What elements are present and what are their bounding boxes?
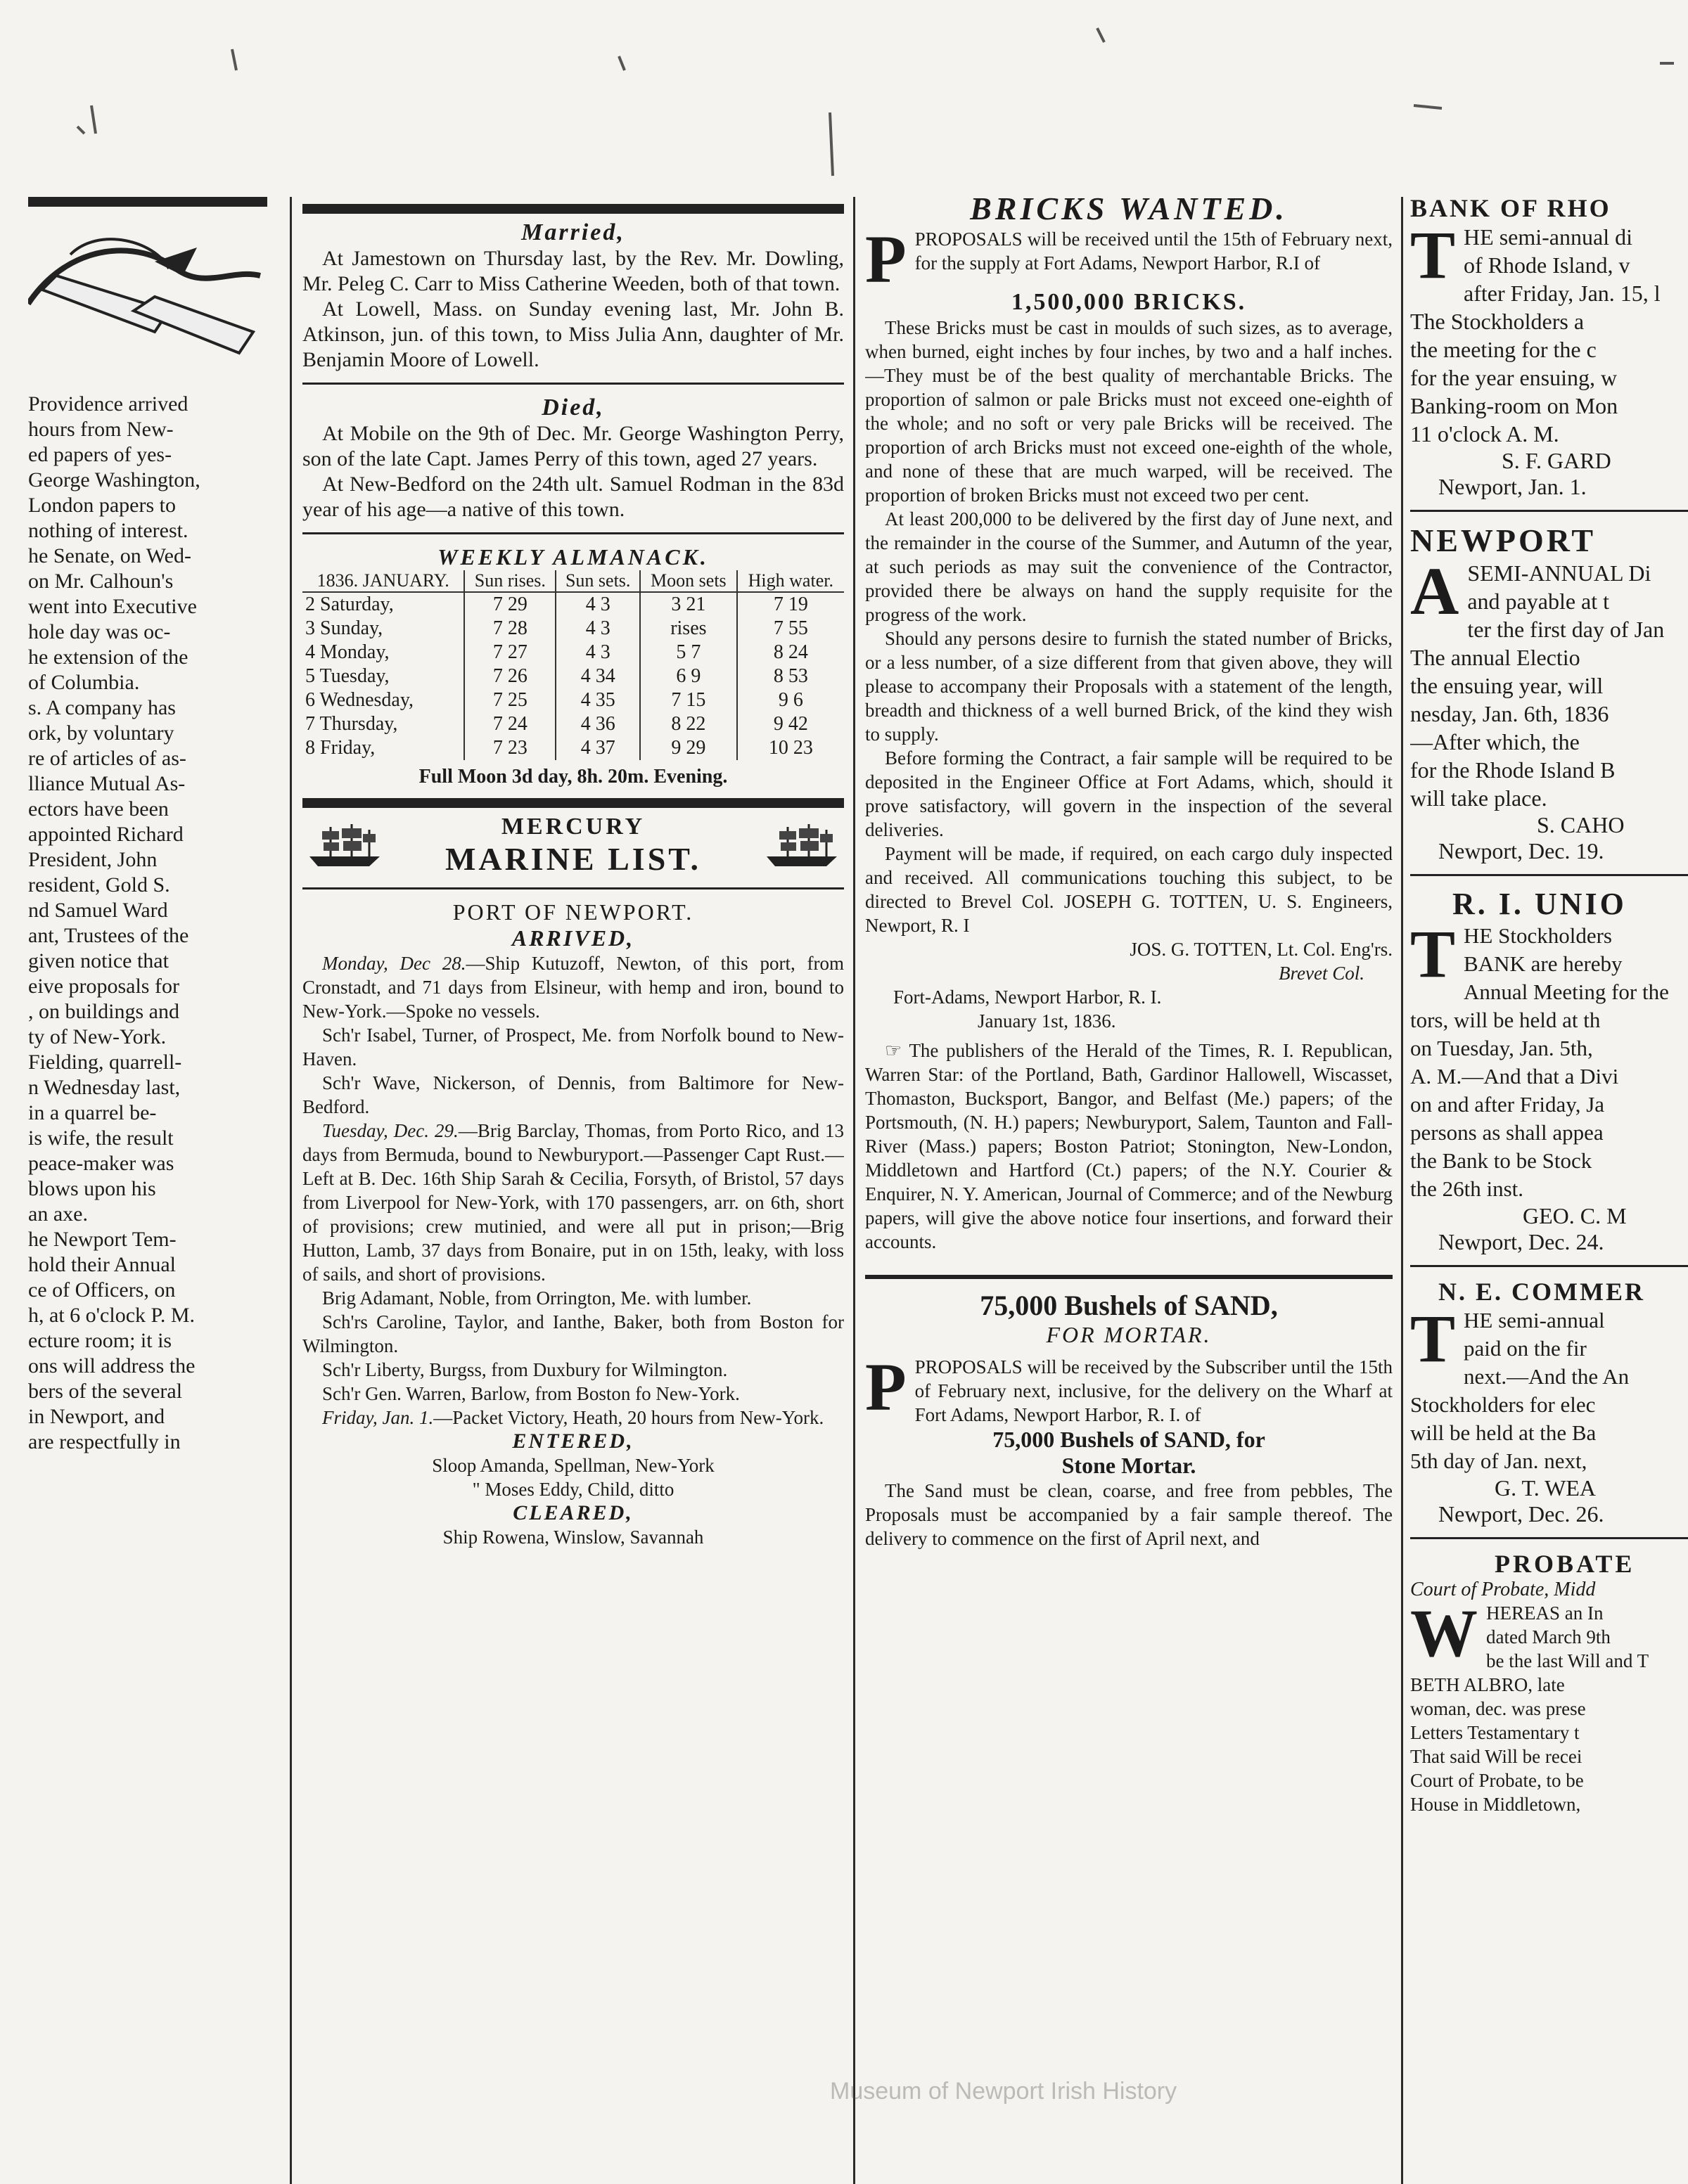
almanack-row bbox=[302, 712, 844, 736]
text-line: , on buildings and bbox=[28, 1000, 179, 1023]
sand-subheading: FOR MORTAR. bbox=[1046, 1322, 1212, 1347]
ri-union-heading: R. I. UNIO bbox=[1452, 887, 1627, 921]
bricks-proposal bbox=[865, 221, 1393, 297]
text-line: ant, Trustees of the bbox=[28, 924, 189, 947]
text-line: the ensuing year, will bbox=[1410, 673, 1604, 698]
publishers-notice-text: The publishers of the Herald of the Times, R. I. Republican, Warren Star: of the Portland, Bath, Gardinor Hallowell, Wiscasset, Thomaston, Bucksport, Bangor, and Belfast (Me.) papers; of the Portsmouth, (N. H.) papers; Newburyport, Salem, Taunton and Fall-River (Mass.) papers; Boston Patriot; Stonington, New-London, Middletown and Hartford (Ct.) papers; of the N.Y. Courier & Enquirer, N. Y. American, Journal of Commerce; and of the Newburg papers, will give the above notice four insertions, and forward their accounts. bbox=[865, 1040, 1393, 1252]
almanack-cell: 10 23 bbox=[737, 736, 844, 760]
almanack-cell: 3 Sunday, bbox=[305, 617, 383, 639]
postscript-banner bbox=[28, 212, 267, 388]
almanack-cell: 8 22 bbox=[640, 712, 737, 736]
text-line: he extension of the bbox=[28, 645, 188, 669]
text-line: the 26th inst. bbox=[1410, 1176, 1524, 1201]
arrival-text: —Ship Kutuzoff, Newton, of this port, from Cronstadt, and 71 days from Elsineur, with hemp and iron, bound to New-York.—Spoke no vessels. bbox=[302, 953, 844, 1022]
column-third bbox=[865, 190, 1393, 2184]
text-line: of Columbia. bbox=[28, 671, 140, 694]
column-second bbox=[302, 204, 844, 2184]
almanack-cell: 5 7 bbox=[640, 641, 737, 664]
marine-title-2: MARINE LIST. bbox=[445, 841, 702, 877]
text-line: for the Rhode Island B bbox=[1410, 757, 1616, 783]
text-line: 11 o'clock A. M. bbox=[1410, 421, 1559, 447]
arrival-text: —Packet Victory, Heath, 20 hours from New-York. bbox=[433, 1407, 824, 1428]
text-line: President, John bbox=[28, 848, 158, 871]
page-top-marks bbox=[0, 0, 1688, 183]
almanack-column-header: Sun rises. bbox=[464, 570, 556, 592]
almanack-cell: 4 34 bbox=[556, 664, 640, 688]
almanack-cell: 7 28 bbox=[464, 617, 556, 641]
text-line: Stockholders for elec bbox=[1410, 1392, 1596, 1417]
arrival-entry bbox=[302, 1119, 844, 1286]
section-divider bbox=[302, 887, 844, 889]
marine-list-header bbox=[302, 814, 844, 878]
almanack-heading: WEEKLY ALMANACK. bbox=[437, 544, 709, 570]
arrival-entry bbox=[302, 951, 844, 1023]
drop-cap: P bbox=[865, 221, 907, 297]
publishers-notice bbox=[865, 1039, 1393, 1254]
almanack-row bbox=[302, 641, 844, 664]
text-line: will take place. bbox=[1410, 785, 1547, 811]
text-line: and payable at t bbox=[1467, 589, 1610, 614]
arrival-text: —Brig Barclay, Thomas, from Porto Rico, and 13 days from Bermuda, bound to Newburyport.—Passenger Capt Rust.—Left at B. Dec. 16th Ship Sarah & Cecilia, Forsyth, of Bristol, 57 days from Liverpool for New-York, with 170 passengers, arr. on 6th, short of provisions; crew mutinied, and were all put in prison;—Brig Hutton, Lamb, 37 days from Bonaire, put in on 15th, leaky, with loss of sails, and short of provisions. bbox=[302, 1120, 844, 1285]
almanack-cell: 7 23 bbox=[464, 736, 556, 760]
text-line: after Friday, Jan. 15, l bbox=[1464, 281, 1661, 306]
text-line: woman, dec. was prese bbox=[1410, 1698, 1586, 1719]
almanack-cell: 4 36 bbox=[556, 712, 640, 736]
marine-title-1: MERCURY bbox=[501, 814, 646, 840]
almanack-cell: 4 3 bbox=[556, 641, 640, 664]
text-line: —After which, the bbox=[1410, 729, 1580, 754]
ne-commercial-notice bbox=[1410, 1301, 1688, 1475]
almanack-cell: 7 29 bbox=[464, 592, 556, 617]
section-divider bbox=[1410, 510, 1688, 512]
ship-icon bbox=[302, 821, 387, 871]
text-line: resident, Gold S. bbox=[28, 873, 170, 897]
text-line: BETH ALBRO, late bbox=[1410, 1674, 1565, 1695]
text-line: George Washington, bbox=[28, 468, 200, 492]
text-line: ecture room; it is bbox=[28, 1329, 172, 1352]
bricks-signature-title: Brevet Col. bbox=[1279, 963, 1364, 984]
text-line: be the last Will and T bbox=[1486, 1650, 1649, 1671]
bank-date: Newport, Jan. 1. bbox=[1438, 474, 1587, 499]
text-line: Banking-room on Mon bbox=[1410, 393, 1618, 418]
text-line: appointed Richard bbox=[28, 823, 184, 846]
text-line: for the year ensuing, w bbox=[1410, 365, 1618, 390]
drop-cap: P bbox=[865, 1349, 907, 1425]
died-heading: Died, bbox=[542, 394, 605, 420]
text-line: an axe. bbox=[28, 1202, 88, 1226]
arrival-date: Tuesday, Dec. 29. bbox=[322, 1120, 459, 1141]
text-line: went into Executive bbox=[28, 595, 197, 618]
text-line: Court of Probate, to be bbox=[1410, 1770, 1584, 1791]
arrival-date: Monday, Dec 28. bbox=[322, 953, 466, 974]
almanack-cell: 9 6 bbox=[737, 688, 844, 712]
text-line: persons as shall appea bbox=[1410, 1120, 1604, 1145]
text-line: dated March 9th bbox=[1486, 1626, 1611, 1647]
ri-union-notice bbox=[1410, 916, 1688, 1203]
arrived-heading: ARRIVED, bbox=[511, 925, 635, 951]
text-line: ty of New-York. bbox=[28, 1025, 167, 1048]
arrival-date: Friday, Jan. 1. bbox=[322, 1407, 434, 1428]
text-line: lliance Mutual As- bbox=[28, 772, 186, 795]
probate-subheading: Court of Probate, Midd bbox=[1410, 1579, 1596, 1600]
cleared-entry: Ship Rowena, Winslow, Savannah bbox=[442, 1527, 704, 1548]
text-line: hold their Annual bbox=[28, 1253, 176, 1276]
text-line: ce of Officers, on bbox=[28, 1278, 176, 1302]
text-line: ons will address the bbox=[28, 1354, 196, 1377]
almanack-row bbox=[302, 736, 844, 760]
text-line: he Newport Tem- bbox=[28, 1228, 177, 1251]
text-line: Letters Testamentary t bbox=[1410, 1722, 1580, 1743]
text-line: Annual Meeting for the bbox=[1464, 979, 1669, 1004]
text-line: hours from New- bbox=[28, 418, 174, 441]
newport-notice bbox=[1410, 553, 1688, 812]
text-line: The annual Electio bbox=[1410, 645, 1580, 670]
pointing-hand-icon: ☞ bbox=[885, 1040, 909, 1061]
almanack-column-header: Moon sets bbox=[640, 570, 737, 592]
almanack-cell: 4 37 bbox=[556, 736, 640, 760]
almanack-cell: 7 55 bbox=[737, 617, 844, 641]
almanack-cell: 7 24 bbox=[464, 712, 556, 736]
sand-paragraph: The Sand must be clean, coarse, and free from pebbles, The Proposals must be accompanied by a fair sample thereof. The delivery to commence on the first of April next, and bbox=[865, 1480, 1393, 1549]
newport-signature: S. CAHO bbox=[1537, 812, 1625, 837]
almanack-cell: 9 29 bbox=[640, 736, 737, 760]
almanack-cell: 7 15 bbox=[640, 688, 737, 712]
text-line: eive proposals for bbox=[28, 975, 179, 998]
almanack-cell: 7 19 bbox=[737, 592, 844, 617]
almanack-cell: 4 3 bbox=[556, 617, 640, 641]
sand-quantity-2: Stone Mortar. bbox=[1061, 1453, 1196, 1478]
ne-commercial-date: Newport, Dec. 26. bbox=[1438, 1501, 1604, 1527]
newport-heading: NEWPORT bbox=[1410, 522, 1597, 558]
arrival-entry bbox=[302, 1406, 844, 1430]
bank-signature: S. F. GARD bbox=[1502, 448, 1611, 473]
almanack-cell: 7 26 bbox=[464, 664, 556, 688]
arrival-entry: Sch'r Gen. Warren, Barlow, from Boston fo New-York. bbox=[322, 1383, 740, 1404]
text-line: in a quarrel be- bbox=[28, 1101, 157, 1124]
text-line: HE semi-annual di bbox=[1464, 224, 1632, 250]
entered-entry: Sloop Amanda, Spellman, New-York bbox=[432, 1455, 715, 1476]
column-rule-bar bbox=[302, 204, 844, 214]
section-divider bbox=[1410, 1537, 1688, 1539]
text-line: nesday, Jan. 6th, 1836 bbox=[1410, 701, 1609, 726]
text-line: 5th day of Jan. next, bbox=[1410, 1448, 1587, 1473]
text-line: ed papers of yes- bbox=[28, 443, 172, 466]
text-line: paid on the fir bbox=[1464, 1336, 1587, 1361]
almanack-cell: 7 Thursday, bbox=[305, 713, 398, 735]
text-line: peace-maker was bbox=[28, 1152, 174, 1175]
text-line: in Newport, and bbox=[28, 1405, 165, 1428]
text-line: BANK are hereby bbox=[1464, 951, 1623, 976]
bricks-paragraph: At least 200,000 to be delivered by the first day of June next, and the remainder in the course of the Summer, and Autumn of the year, at such periods as may suit the convenience of the Contractor, provided there be always on hand the supply requisite for the progress of the work. bbox=[865, 508, 1393, 625]
text-line: is wife, the result bbox=[28, 1126, 174, 1150]
text-line: he Senate, on Wed- bbox=[28, 544, 191, 567]
sand-heading: 75,000 Bushels of SAND, bbox=[980, 1290, 1278, 1321]
section-divider bbox=[1410, 1265, 1688, 1267]
almanack-cell: 3 21 bbox=[640, 592, 737, 617]
almanack-cell: 5 Tuesday, bbox=[305, 665, 390, 687]
probate-notice bbox=[1410, 1595, 1688, 1816]
bricks-proposal-text: PROPOSALS will be received until the 15th of February next, for the supply at Fort Adams, Newport Harbor, R.I of bbox=[914, 229, 1393, 274]
text-line: on Tuesday, Jan. 5th, bbox=[1410, 1036, 1593, 1060]
ne-commercial-signature: G. T. WEA bbox=[1495, 1475, 1596, 1501]
bricks-heading: BRICKS WANTED. bbox=[970, 191, 1288, 226]
section-divider bbox=[1410, 874, 1688, 876]
text-line: House in Middletown, bbox=[1410, 1794, 1581, 1815]
text-line: hole day was oc- bbox=[28, 620, 171, 643]
text-line: given notice that bbox=[28, 949, 169, 972]
almanack-cell: 7 27 bbox=[464, 641, 556, 664]
almanack-cell: 6 9 bbox=[640, 664, 737, 688]
almanack-row bbox=[302, 664, 844, 688]
ri-union-signature: GEO. C. M bbox=[1523, 1203, 1627, 1228]
text-line: bers of the several bbox=[28, 1380, 183, 1403]
section-divider bbox=[302, 532, 844, 534]
bricks-place: Fort-Adams, Newport Harbor, R. I. bbox=[893, 987, 1162, 1008]
text-line: nothing of interest. bbox=[28, 519, 188, 542]
text-line: tors, will be held at th bbox=[1410, 1008, 1601, 1032]
arrival-entry: Sch'rs Caroline, Taylor, and Ianthe, Baker, both from Boston for Wilmington. bbox=[302, 1311, 844, 1356]
text-line: SEMI-ANNUAL Di bbox=[1467, 560, 1651, 586]
ri-union-date: Newport, Dec. 24. bbox=[1438, 1229, 1604, 1254]
almanack-column-header: 1836. JANUARY. bbox=[302, 570, 464, 592]
text-line: HE Stockholders bbox=[1464, 923, 1612, 948]
bricks-paragraph: These Bricks must be cast in moulds of such sizes, as to average, when burned, eight inches by four inches, by two and a half inches.—They must be of the best quality of merchantable Bricks. The proportion of salmon or pale Bricks must not exceed one-eighth of the whole; and no soft or very pale Bricks will be received. The proportion of arch Bricks must not exceed one-eighth of the whole, and none of these that are much warped, will be received. The proportion of broken Bricks must not exceed two per cent. bbox=[865, 317, 1393, 506]
married-heading: Married, bbox=[521, 219, 625, 245]
almanack-table bbox=[302, 570, 844, 760]
text-line: on and after Friday, Ja bbox=[1410, 1092, 1605, 1117]
ship-icon bbox=[760, 821, 844, 871]
sand-proposal-text: PROPOSALS will be received by the Subscriber until the 15th of February next, inclusive, for the delivery on the Wharf at Fort Adams, Newport Harbor, R. I. of bbox=[914, 1356, 1393, 1425]
text-line: London papers to bbox=[28, 494, 176, 517]
almanack-row bbox=[302, 592, 844, 617]
text-line: That said Will be recei bbox=[1410, 1746, 1582, 1767]
drop-cap: A bbox=[1410, 553, 1459, 629]
port-heading: PORT OF NEWPORT. bbox=[452, 899, 694, 925]
ne-commercial-heading: N. E. COMMER bbox=[1438, 1278, 1645, 1306]
almanack-cell: 8 Friday, bbox=[305, 737, 376, 759]
section-divider bbox=[302, 383, 844, 385]
almanack-row bbox=[302, 617, 844, 641]
text-line: HEREAS an In bbox=[1486, 1602, 1604, 1624]
text-line: on Mr. Calhoun's bbox=[28, 570, 174, 593]
text-line: ectors have been bbox=[28, 797, 169, 821]
sand-proposal bbox=[865, 1349, 1393, 1427]
drop-cap: T bbox=[1410, 916, 1456, 991]
almanack-cell: 9 42 bbox=[737, 712, 844, 736]
bricks-quantity: 1,500,000 BRICKS. bbox=[1011, 289, 1247, 315]
text-line: next.—And the An bbox=[1464, 1364, 1630, 1389]
arrival-entry: Sch'r Liberty, Burgss, from Duxbury for Wilmington. bbox=[322, 1359, 728, 1380]
almanack-column-header: Sun sets. bbox=[556, 570, 640, 592]
almanack-cell: 4 3 bbox=[556, 592, 640, 617]
column-left-fragment bbox=[28, 197, 281, 2184]
text-line: the Bank to be Stock bbox=[1410, 1148, 1592, 1173]
column-rule-bar bbox=[28, 197, 267, 207]
almanack-cell: 7 25 bbox=[464, 688, 556, 712]
bricks-paragraph: Should any persons desire to furnish the stated number of Bricks, or a less number, of a size different from that given above, they will please to accompany their Proposals with a statement of the length, breadth and thickness of a well burned Brick, of the kind they wish to supply. bbox=[865, 628, 1393, 745]
text-line: re of articles of as- bbox=[28, 747, 186, 770]
almanack-cell: 2 Saturday, bbox=[305, 593, 394, 615]
drop-cap: T bbox=[1410, 1301, 1456, 1376]
text-line: are respectfully in bbox=[28, 1430, 181, 1453]
entered-entry: " Moses Eddy, Child, ditto bbox=[472, 1479, 674, 1500]
bank-notice bbox=[1410, 217, 1688, 448]
text-line: ork, by voluntary bbox=[28, 721, 174, 745]
drop-cap: W bbox=[1410, 1595, 1478, 1671]
text-line: HE semi-annual bbox=[1464, 1308, 1605, 1332]
bricks-date: January 1st, 1836. bbox=[978, 1010, 1116, 1032]
text-line: will be held at the Ba bbox=[1410, 1420, 1597, 1445]
watermark: Museum of Newport Irish History bbox=[830, 2078, 1177, 2105]
text-line: A. M.—And that a Divi bbox=[1410, 1064, 1619, 1088]
column-left-text bbox=[28, 392, 281, 1455]
died-notice: At New-Bedford on the 24th ult. Samuel Rodman in the 83d year of his age—a native of this town. bbox=[302, 473, 844, 521]
married-notice: At Lowell, Mass. on Sunday evening last, Mr. John B. Atkinson, jun. of this town, to Miss Julia Ann, daughter of Mr. Benjamin Moore of Lowell. bbox=[302, 297, 844, 371]
bricks-signature: JOS. G. TOTTEN, Lt. Col. Eng'rs. bbox=[1130, 939, 1393, 960]
almanack-column-header: High water. bbox=[737, 570, 844, 592]
arrival-entry: Brig Adamant, Noble, from Orrington, Me. with lumber. bbox=[322, 1287, 752, 1309]
text-line: blows upon his bbox=[28, 1177, 156, 1200]
almanack-cell: 8 24 bbox=[737, 641, 844, 664]
text-line: h, at 6 o'clock P. M. bbox=[28, 1304, 196, 1327]
almanack-footer: Full Moon 3d day, 8h. 20m. Evening. bbox=[418, 766, 728, 788]
married-notice: At Jamestown on Thursday last, by the Rev. Mr. Dowling, Mr. Peleg C. Carr to Miss Catherine Weeden, both of that town. bbox=[302, 247, 844, 295]
bricks-paragraph: Before forming the Contract, a fair sample will be required to be deposited in the Engineer Office at Fort Adams, which, should it prove satisfactory, will govern in the inspection of the several deliveries. bbox=[865, 747, 1393, 840]
entered-heading: ENTERED, bbox=[512, 1430, 634, 1453]
column-rule bbox=[853, 197, 855, 2184]
bricks-paragraph: Payment will be made, if required, on each cargo duly inspected and received. All communications touching this subject, to be directed to Brevel Col. JOSEPH G. TOTTEN, U. S. Engineers, Newport, R. I bbox=[865, 843, 1393, 936]
column-rule-bar bbox=[302, 798, 844, 808]
section-divider bbox=[865, 1275, 1393, 1279]
text-line: ter the first day of Jan bbox=[1467, 617, 1665, 642]
text-line: of Rhode Island, v bbox=[1464, 252, 1630, 278]
text-line: nd Samuel Ward bbox=[28, 899, 168, 922]
arrival-entry: Sch'r Wave, Nickerson, of Dennis, from Baltimore for New-Bedford. bbox=[302, 1072, 844, 1117]
bank-heading: BANK OF RHO bbox=[1410, 194, 1611, 222]
newport-date: Newport, Dec. 19. bbox=[1438, 838, 1604, 863]
column-rule bbox=[1401, 197, 1403, 2184]
almanack-cell: 8 53 bbox=[737, 664, 844, 688]
text-line: s. A company has bbox=[28, 696, 176, 719]
almanack-cell: rises bbox=[640, 617, 737, 641]
drop-cap: T bbox=[1410, 217, 1456, 293]
almanack-cell: 4 Monday, bbox=[305, 641, 390, 663]
probate-heading: PROBATE bbox=[1495, 1550, 1635, 1578]
text-line: The Stockholders a bbox=[1410, 309, 1585, 334]
column-right-fragment bbox=[1410, 193, 1688, 2184]
almanack-cell: 4 35 bbox=[556, 688, 640, 712]
text-line: the meeting for the c bbox=[1410, 337, 1597, 362]
text-line: Providence arrived bbox=[28, 392, 188, 416]
almanack-row bbox=[302, 688, 844, 712]
text-line: Fielding, quarrell- bbox=[28, 1051, 182, 1074]
text-line: n Wednesday last, bbox=[28, 1076, 181, 1099]
sand-quantity: 75,000 Bushels of SAND, for bbox=[992, 1427, 1265, 1452]
died-notice: At Mobile on the 9th of Dec. Mr. George Washington Perry, son of the late Capt. James Perry of this town, aged 27 years. bbox=[302, 422, 844, 470]
almanack-cell: 6 Wednesday, bbox=[305, 689, 414, 711]
arrival-entry: Sch'r Isabel, Turner, of Prospect, Me. from Norfolk bound to New-Haven. bbox=[302, 1024, 844, 1069]
column-rule bbox=[290, 197, 292, 2184]
cleared-heading: CLEARED, bbox=[513, 1501, 634, 1524]
